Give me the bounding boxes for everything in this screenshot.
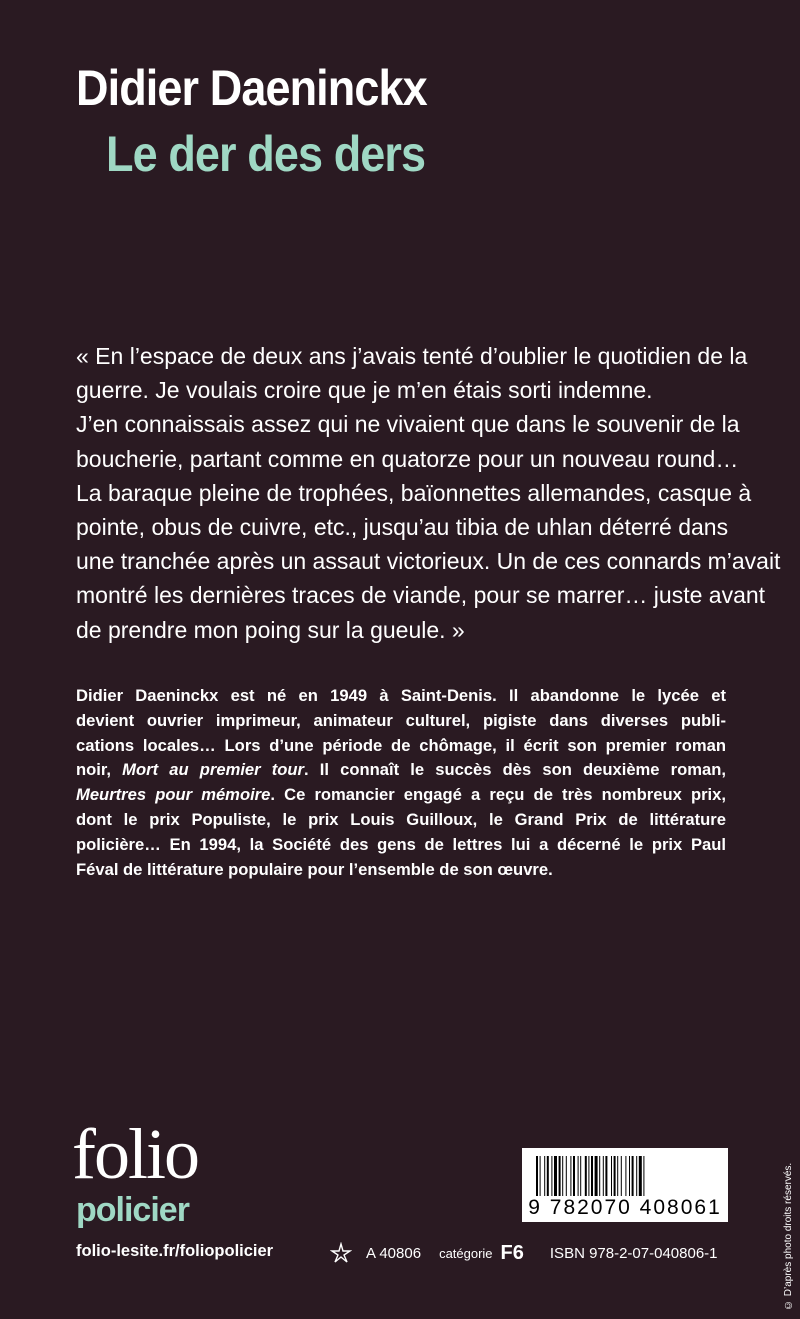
excerpt-quote [76, 339, 781, 647]
category-value: F6 [500, 1241, 524, 1264]
barcode-digits: 9 782070 408061 [528, 1196, 722, 1219]
quote-line: J’en connaissais assez qui ne vivaient que dans le souvenir de la [76, 411, 740, 438]
photo-credit: © D’après photo droits réservés. [783, 1162, 794, 1310]
bio-book-title: Meurtres pour mémoire [76, 785, 271, 805]
quote-line: de prendre mon poing sur la gueule. » [76, 616, 465, 643]
author-biography [76, 684, 726, 882]
quote-line: boucherie, partant comme en quatorze pour un nouveau round… [76, 445, 739, 472]
bio-text: . Il connaît le succès dès son deuxième roman, [304, 760, 726, 780]
bio-line: Féval de littérature populaire pour l’ensemble de son œuvre. [76, 859, 553, 879]
bio-text: . Ce romancier engagé a reçu de très nombreux prix, [270, 785, 726, 805]
bio-line: dont le prix Populiste, le prix Louis Guilloux, le Grand Prix de littérature [76, 809, 726, 829]
category-label: catégorie [439, 1245, 493, 1261]
quote-line: une tranchée après un assaut victorieux. Un de ces connards m’avait [76, 548, 781, 575]
bio-text: noir, [76, 760, 123, 780]
bio-line: cations locales… Lors d’une période de chômage, il écrit son premier roman [76, 735, 726, 755]
barcode [522, 1148, 728, 1222]
quote-line: La baraque pleine de trophées, baïonnettes allemandes, casque à [76, 479, 752, 506]
folio-logo: folio [72, 1114, 198, 1194]
book-title: Le der des ders [106, 126, 426, 182]
bio-line: devient ouvrier imprimeur, animateur culturel, pigiste dans diverses publi- [76, 710, 726, 730]
publisher-website[interactable]: folio-lesite.fr/foliopolicier [76, 1242, 274, 1260]
barcode-bars [536, 1156, 714, 1196]
bio-line: Didier Daeninckx est né en 1949 à Saint-Denis. Il abandonne le lycée et [76, 686, 726, 705]
quote-line: guerre. Je voulais croire que je m’en étais sorti indemne. [76, 377, 653, 404]
quote-line: « En l’espace de deux ans j’avais tenté d’oublier le quotidien de la [76, 343, 748, 369]
quote-line: pointe, obus de cuivre, etc., jusqu’au tibia de uhlan déterré dans [76, 514, 729, 541]
quote-line: montré les dernières traces de viande, pour se marrer… juste avant [76, 582, 766, 609]
bio-line [76, 758, 726, 783]
isbn: ISBN 978-2-07-040806-1 [549, 1244, 718, 1262]
author-name: Didier Daeninckx [76, 60, 427, 116]
bio-line: policière… En 1994, la Société des gens de lettres lui a décerné le prix Paul [76, 834, 726, 854]
bio-line [76, 783, 726, 808]
bio-book-title: Mort au premier tour [122, 760, 305, 780]
policier-logo: policier [76, 1191, 189, 1229]
catalog-code: A 40806 [366, 1244, 422, 1262]
three-pointed-star-icon [330, 1242, 352, 1264]
catalog-info [330, 1238, 718, 1268]
